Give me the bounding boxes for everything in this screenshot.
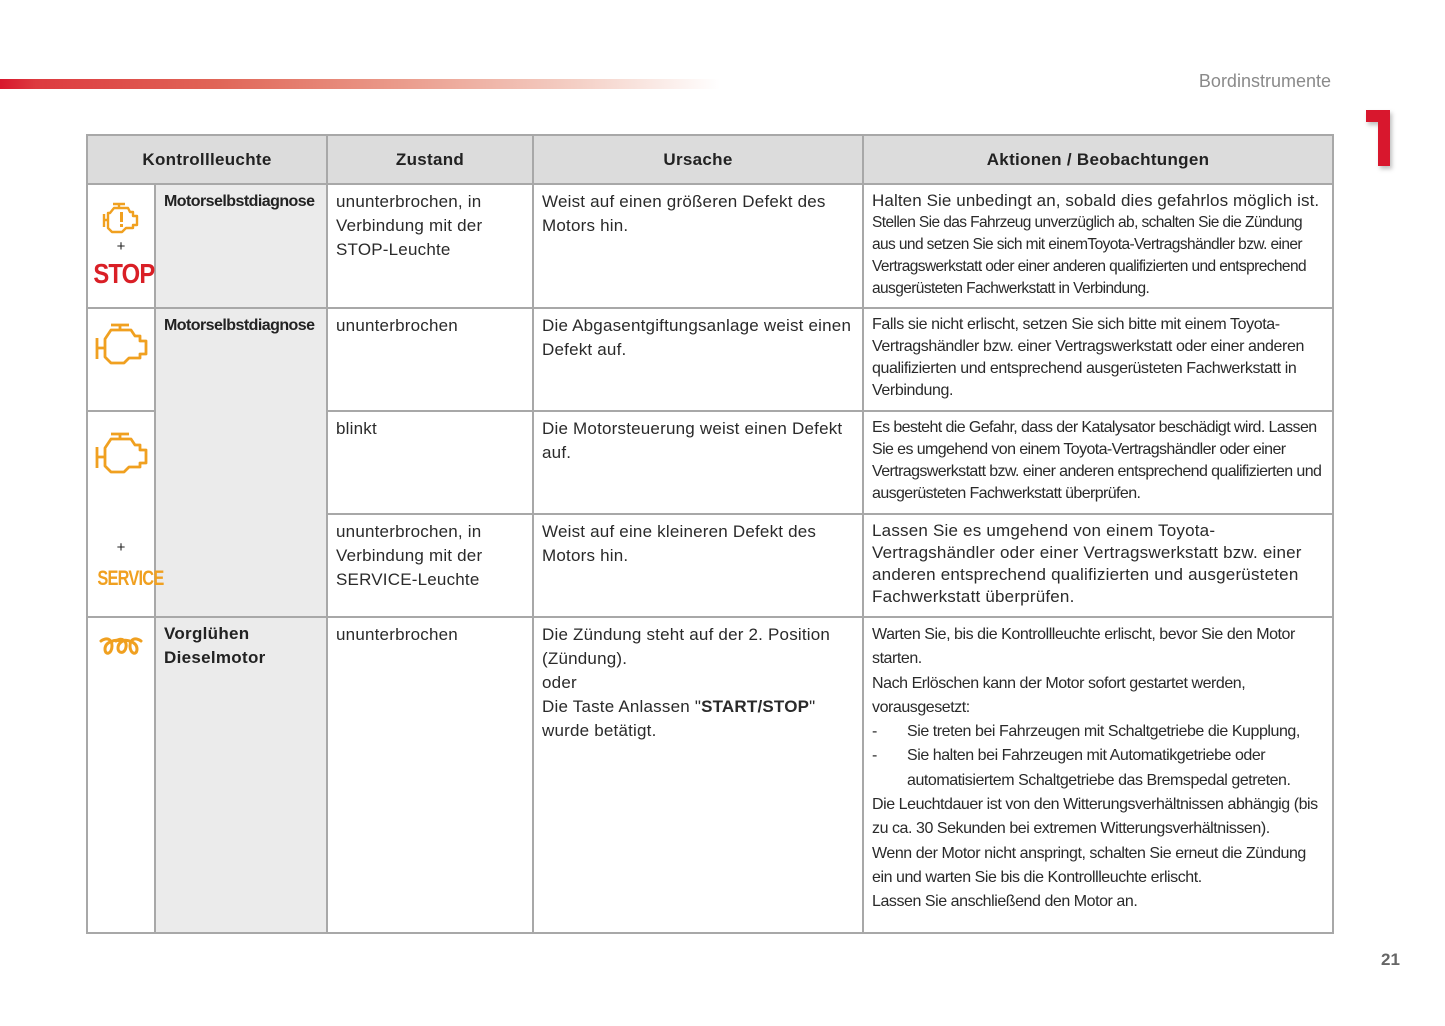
action-paragraph: Wenn der Motor nicht anspringt, schalten Sie erneut die Zündung ein und warten Sie bis die Kontrollleuchte erlischt.: [872, 844, 1306, 886]
engine-check-icon: [91, 321, 151, 365]
chapter-number-marker: [1366, 108, 1396, 168]
state-cell: ununterbrochen, in Verbindung mit der SERVICE-Leuchte: [327, 514, 533, 617]
action-paragraph: Nach Erlöschen kann der Motor sofort gestartet werden, vorausgesetzt:: [872, 674, 1246, 716]
table-row: [87, 308, 1333, 411]
indicator-icon-cell: [87, 411, 164, 617]
state-cell: blinkt: [327, 411, 533, 514]
action-bullet: [872, 720, 1324, 744]
cause-line: oder: [542, 673, 577, 692]
action-cell: [863, 617, 1333, 933]
state-cell: ununterbrochen: [327, 617, 533, 933]
cause-text: Die Taste Anlassen ": [542, 697, 702, 716]
indicator-name-text: Motorselbstdiagnose: [164, 193, 315, 210]
section-title: Bordinstrumente: [1198, 71, 1331, 91]
cause-cell: Weist auf einen größeren Defekt des Motors hin.: [533, 184, 863, 308]
action-paragraph: Warten Sie, bis die Kontrollleuchte erlischt, bevor Sie den Motor starten.: [872, 626, 1295, 668]
indicator-name-line: Dieselmotor: [164, 648, 266, 667]
column-header-aktionen: Aktionen / Beobachtungen: [863, 135, 1333, 184]
cause-cell: Die Motorsteuerung weist einen Defekt auf.: [533, 411, 863, 514]
glow-plug-icon: [99, 634, 143, 660]
indicator-icon-cell: [87, 617, 155, 933]
action-cell: Lassen Sie es umgehend von einem Toyota-Vertragshändler oder einer Vertragswerkstatt bzw. einer anderen entsprechend qualifizierten und ausgerüsteten Fachwerkstatt überprüfen.: [863, 514, 1333, 617]
action-cell: Falls sie nicht erlischt, setzen Sie sich bitte mit einem Toyota-Vertragshändler bzw. einer Vertragswerkstatt oder einer anderen qualifizierten und entsprechend ausgerüsteten Fachwerkstatt in Verbindung.: [863, 308, 1333, 411]
bullet-marker: -: [872, 723, 877, 741]
indicator-icon-cell: [87, 308, 155, 411]
indicator-icon-cell: [87, 184, 155, 308]
state-cell: ununterbrochen: [327, 308, 533, 411]
indicator-name-text: Motorselbstdiagnose: [164, 317, 315, 334]
column-header-kontrollleuchte: Kontrollleuchte: [87, 135, 327, 184]
indicator-name-line: Vorglühen: [164, 624, 250, 643]
start-stop-button-label: START/STOP: [701, 697, 810, 716]
bullet-text: Sie halten bei Fahrzeugen mit Automatikgetriebe oder automatisiertem Schaltgetriebe das Bremspedal getreten.: [907, 747, 1291, 789]
indicator-name: [155, 308, 327, 617]
action-paragraph: Lassen Sie anschließend den Motor an.: [872, 893, 1138, 911]
table-row: [87, 184, 1333, 308]
engine-warning-exclamation-icon: [102, 201, 140, 235]
indicator-name: [155, 617, 327, 933]
page-number: 21: [1381, 950, 1400, 969]
cause-line: [542, 695, 854, 743]
action-paragraph: Die Leuchtdauer ist von den Witterungsverhältnissen abhängig (bis zu ca. 30 Sekunden bei extremen Witterungsverhältnissen).: [872, 796, 1318, 838]
header-accent-bar: [0, 79, 720, 89]
cause-cell: Die Abgasentgiftungsanlage weist einen Defekt auf.: [533, 308, 863, 411]
plus-sign: +: [116, 539, 126, 556]
column-header-ursache: Ursache: [533, 135, 863, 184]
chapter-number-one-glyph: [1366, 108, 1396, 168]
bullet-text: Sie treten bei Fahrzeugen mit Schaltgetriebe die Kupplung,: [907, 723, 1300, 741]
engine-check-icon: [91, 430, 151, 474]
cause-text: " wurde betätigt.: [542, 697, 816, 740]
action-cell: Es besteht die Gefahr, dass der Katalysator beschädigt wird. Lassen Sie es umgehend von einem Toyota-Vertragshändler oder einer Vertragswerkstatt bzw. einer anderen entsprechend qualifizierten und ausgerüsteten Fachwerkstatt überprüfen.: [863, 411, 1333, 514]
stop-warning-label: STOP: [93, 258, 155, 289]
cause-cell: Weist auf eine kleineren Defekt des Motors hin.: [533, 514, 863, 617]
indicator-name: [155, 184, 327, 308]
action-cell: [863, 184, 1333, 308]
action-lead-text: Halten Sie unbedingt an, sobald dies gefahrlos möglich ist.: [872, 191, 1320, 210]
table-row: [87, 617, 1333, 933]
column-header-zustand: Zustand: [327, 135, 533, 184]
action-detail-text: Stellen Sie das Fahrzeug unverzüglich ab, schalten Sie die Zündung aus und setzen Sie sich mit einemToyota-Vertragshändler bzw. einer Vertragswerkstatt oder einer anderen qualifizierten und entsprechend ausgerüsteten Fachwerkstatt in Verbindung.: [872, 214, 1306, 297]
cause-cell: [533, 617, 863, 933]
cause-line: Die Zündung steht auf der 2. Position (Zündung).: [542, 625, 831, 668]
plus-sign: +: [116, 238, 126, 255]
service-warning-label: SERVICE: [97, 567, 164, 590]
action-bullet: [872, 744, 1324, 793]
table-header-row: [87, 135, 1333, 184]
state-cell: ununterbrochen, in Verbindung mit der STOP-Leuchte: [327, 184, 533, 308]
warning-lights-table: [86, 134, 1334, 934]
bullet-marker: -: [872, 747, 877, 765]
